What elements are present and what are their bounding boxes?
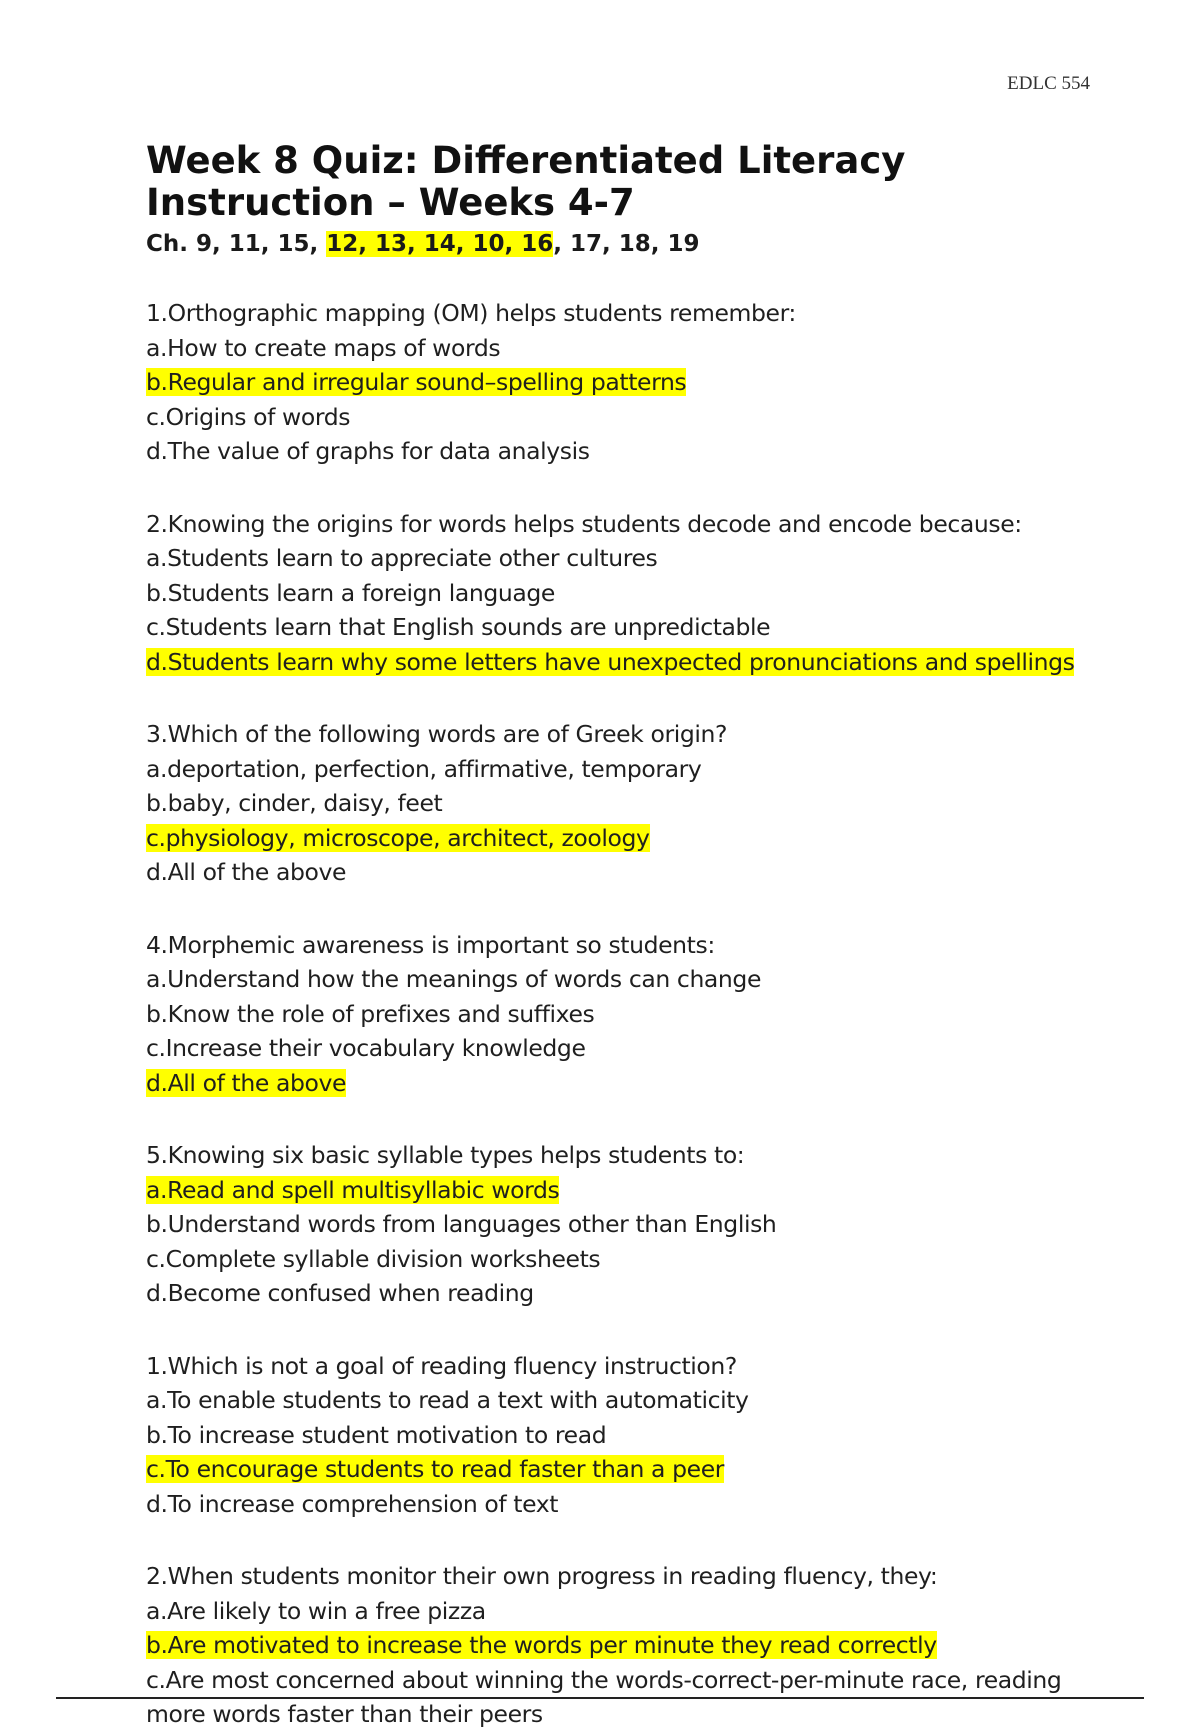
- question-block: [146, 928, 1106, 1101]
- question-block: [146, 717, 1106, 890]
- answer-option: b.Students learn a foreign language: [146, 578, 555, 607]
- answer-option: c.Increase their vocabulary knowledge: [146, 1034, 586, 1062]
- question-stem: 4.Morphemic awareness is important so students:: [146, 930, 715, 959]
- answer-option-correct: c.physiology, microscope, architect, zoology: [146, 823, 650, 852]
- answer-option-correct: b.Regular and irregular sound–spelling patterns: [146, 368, 687, 396]
- answer-option: c.Students learn that English sounds are unpredictable: [146, 613, 771, 641]
- quiz-title-line-2: Instruction – Weeks 4-7: [146, 181, 635, 224]
- quiz-title-line-1: Week 8 Quiz: Differentiated Literacy: [146, 139, 906, 182]
- question-block: [146, 296, 1106, 469]
- course-code: EDLC 554: [1007, 73, 1090, 94]
- answer-option: d.The value of graphs for data analysis: [146, 437, 590, 465]
- answer-option: b.To increase student motivation to read: [146, 1420, 607, 1449]
- answer-option: a.How to create maps of words: [146, 333, 501, 362]
- question-block: [146, 1138, 1106, 1311]
- question-stem: 3.Which of the following words are of Greek origin?: [146, 720, 728, 748]
- answer-option-correct: d.Students learn why some letters have unexpected pronunciations and spellings: [146, 647, 1075, 676]
- answer-option: a.Students learn to appreciate other cultures: [146, 544, 658, 572]
- question-stem: 2.Knowing the origins for words helps students decode and encode because:: [146, 509, 1022, 538]
- question-block: [146, 1349, 1106, 1522]
- answer-option-continued: more words faster than their peers: [146, 1700, 543, 1728]
- question-stem: 1.Which is not a goal of reading fluency instruction?: [146, 1351, 737, 1380]
- answer-option: d.To increase comprehension of text: [146, 1489, 559, 1518]
- answer-option: b.baby, cinder, daisy, feet: [146, 789, 443, 817]
- chapter-list-prefix: Ch. 9, 11, 15,: [146, 231, 327, 257]
- quiz-title: [146, 140, 1106, 224]
- answer-option: a.Understand how the meanings of words can change: [146, 965, 762, 993]
- question-stem: 5.Knowing six basic syllable types helps students to:: [146, 1141, 745, 1169]
- answer-option-correct: b.Are motivated to increase the words per minute they read correctly: [146, 1631, 937, 1659]
- answer-option-correct: c.To encourage students to read faster than a peer: [146, 1455, 725, 1483]
- answer-option: d.All of the above: [146, 858, 347, 886]
- question-block: [146, 507, 1106, 680]
- answer-option-correct: a.Read and spell multisyllabic words: [146, 1175, 560, 1204]
- question-stem: 1.Orthographic mapping (OM) helps students remember:: [146, 299, 796, 327]
- answer-option-correct: d.All of the above: [146, 1068, 347, 1097]
- answer-option: c.Complete syllable division worksheets: [146, 1244, 601, 1273]
- chapter-list-suffix: , 17, 18, 19: [553, 231, 700, 257]
- answer-option: a.deportation, perfection, affirmative, temporary: [146, 754, 702, 783]
- answer-option: b.Understand words from languages other than English: [146, 1210, 777, 1238]
- answer-option: b.Know the role of prefixes and suffixes: [146, 999, 595, 1028]
- quiz-document: [146, 140, 1106, 1732]
- answer-option: a.Are likely to win a free pizza: [146, 1596, 486, 1625]
- question-block: [146, 1559, 1106, 1732]
- answer-option: d.Become confused when reading: [146, 1279, 534, 1307]
- chapter-list-highlighted: 12, 13, 14, 10, 16: [326, 231, 554, 257]
- answer-option: c.Origins of words: [146, 402, 351, 431]
- page-bottom-divider: [56, 1697, 1144, 1699]
- answer-option: c.Are most concerned about winning the words-correct-per-minute race, reading: [146, 1665, 1062, 1694]
- chapter-list: [146, 230, 1106, 258]
- answer-option: a.To enable students to read a text with automaticity: [146, 1386, 749, 1414]
- question-stem: 2.When students monitor their own progress in reading fluency, they:: [146, 1562, 938, 1590]
